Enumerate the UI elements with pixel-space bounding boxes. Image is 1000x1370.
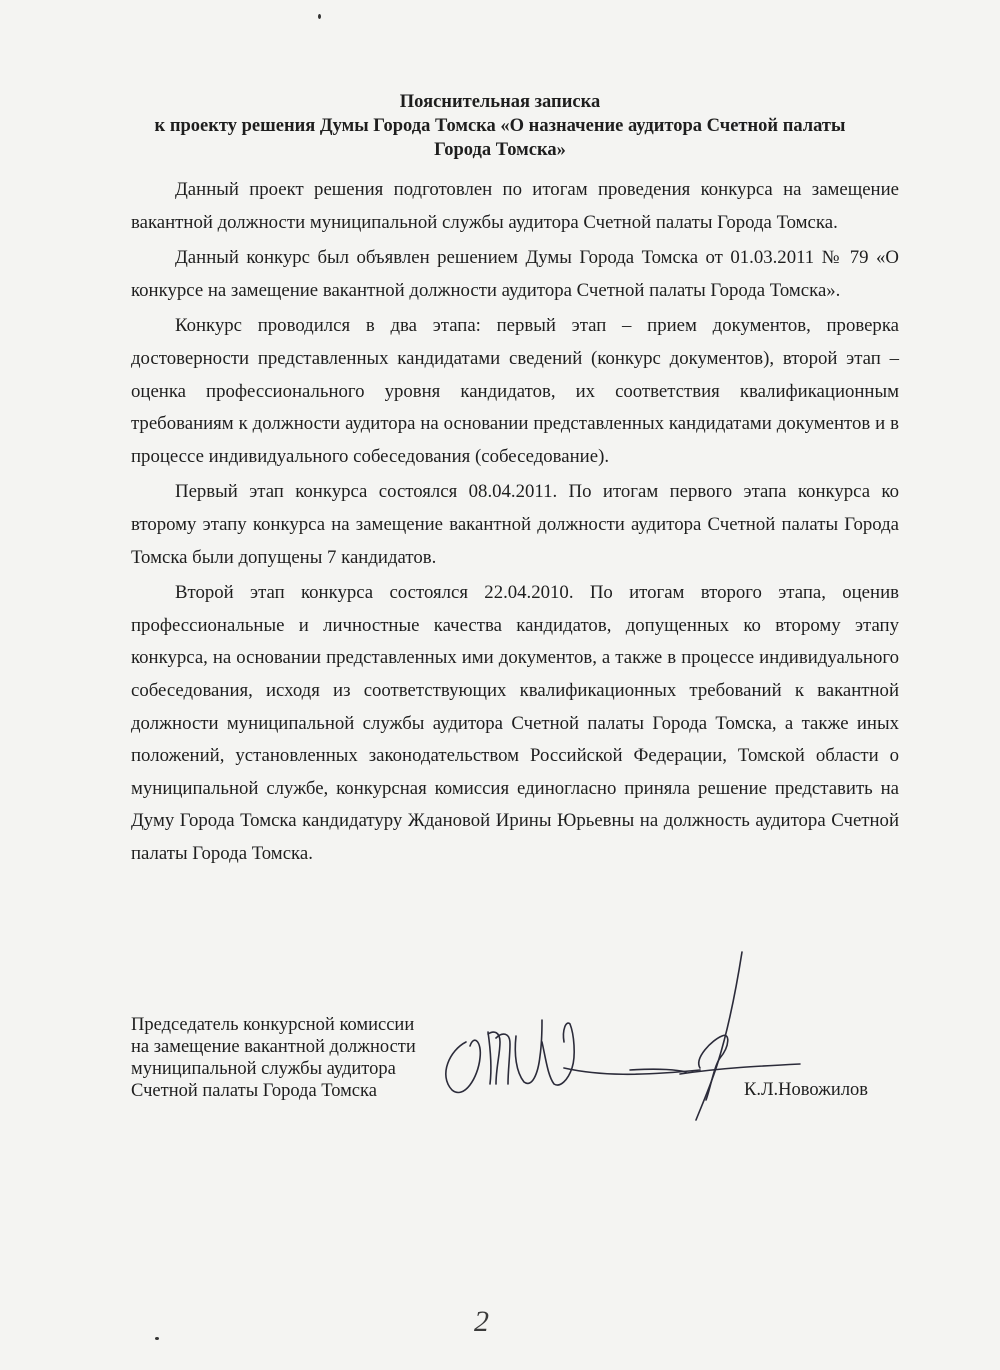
signatory-name: К.Л.Новожилов [744, 1080, 869, 1100]
scan-speck [155, 1337, 159, 1340]
title-line-2: к проекту решения Думы Города Томска «О назначение аудитора Счетной палаты [154, 116, 846, 136]
scan-speck [318, 14, 321, 19]
page-number: 2 [474, 1305, 489, 1338]
title-line-1: Пояснительная записка [399, 92, 601, 112]
paragraph: Конкурс проводился в два этапа: первый этап – прием документов, проверка достоверности представленных кандидатами сведений (конкурс документов), второй этап – оценка профессионального уровня кандидатов, их соответствия квалификационным требованиям к должности аудитора на основании представленных кандидатами документов и в процессе индивидуального собеседования (собеседование). [131, 315, 899, 467]
paragraph: Данный конкурс был объявлен решением Думы Города Томска от 01.03.2011 № 79 «О конкурсе на замещение вакантной должности аудитора Счетной палаты Города Томска». [131, 247, 899, 301]
signatory-line-2: на замещение вакантной должности [131, 1037, 416, 1057]
signatory-title [131, 1014, 416, 1102]
document-body [131, 174, 899, 873]
handwritten-signature [430, 950, 810, 1150]
paragraph: Данный проект решения подготовлен по итогам проведения конкурса на замещение вакантной должности муниципальной службы аудитора Счетной палаты Города Томска. [131, 179, 899, 233]
paragraph: Первый этап конкурса состоялся 08.04.2011. По итогам первого этапа конкурса ко второму этапу конкурса на замещение вакантной должности аудитора Счетной палаты Города Томска были допущены 7 кандидатов. [131, 481, 899, 568]
paragraph: Второй этап конкурса состоялся 22.04.2010. По итогам второго этапа, оценив профессиональные и личностные качества кандидатов, допущенных ко второму этапу конкурса, на основании представленных ими документов, а также в процессе индивидуального собеседования, исходя из соответствующих квалификационных требований к вакантной должности муниципальной службы аудитора Счетной палаты Города Томска, а также иных положений, установленных законодательством Российской Федерации, Томской области о муниципальной службе, конкурсная комиссия единогласно приняла решение представить на Думу Города Томска кандидатуру Ждановой Ирины Юрьевны на должность аудитора Счетной палаты Города Томска. [131, 582, 899, 864]
signatory-line-3: муниципальной службы аудитора [131, 1059, 396, 1079]
signatory-line-4: Счетной палаты Города Томска [131, 1081, 377, 1101]
signatory-line-1: Председатель конкурсной комиссии [131, 1015, 415, 1035]
document-title [120, 90, 880, 162]
title-line-3: Города Томска» [434, 140, 566, 160]
